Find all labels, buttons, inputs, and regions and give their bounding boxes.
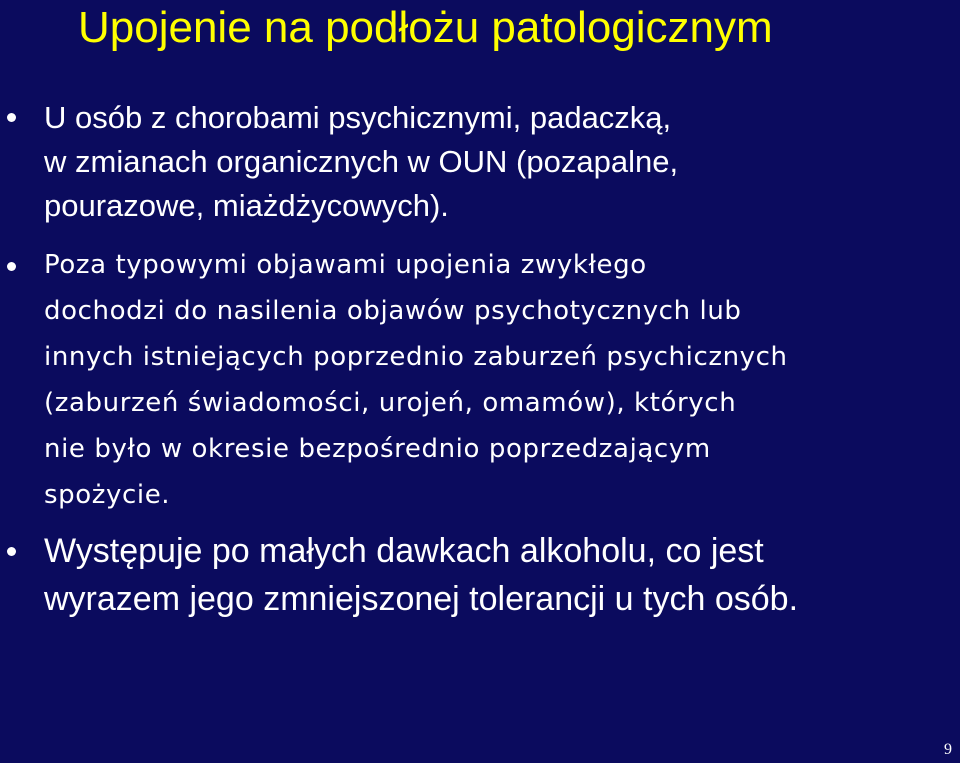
bullet-dot-icon xyxy=(7,262,16,271)
bullet-2-line-4: (zaburzeń świadomości, urojeń, omamów), których xyxy=(44,388,737,418)
slide-title: Upojenie na podłożu patologicznym xyxy=(78,3,773,52)
bullet-2-line-1: Poza typowymi objawami upojenia zwykłego xyxy=(44,250,647,280)
bullet-3-line-1: Występuje po małych dawkach alkoholu, co jest xyxy=(44,532,764,570)
bullet-1-line-1: U osób z chorobami psychicznymi, padaczką, xyxy=(44,100,672,135)
bullet-2-line-3: innych istniejących poprzednio zaburzeń psychicznych xyxy=(44,342,788,372)
bullet-dot-icon xyxy=(7,113,16,122)
bullet-3-line-2: wyrazem jego zmniejszonej tolerancji u tych osób. xyxy=(44,580,799,618)
page-number: 9 xyxy=(944,741,952,758)
bullet-1-line-3: pourazowe, miażdżycowych). xyxy=(44,188,449,223)
bullet-2-line-2: dochodzi do nasilenia objawów psychotycznych lub xyxy=(44,296,742,326)
bullet-dot-icon xyxy=(7,547,16,556)
bullet-1-line-2: w zmianach organicznych w OUN (pozapalne, xyxy=(44,144,679,179)
bullet-2-line-5: nie było w okresie bezpośrednio poprzedzającym xyxy=(44,434,711,464)
bullet-2-line-6: spożycie. xyxy=(44,480,171,510)
